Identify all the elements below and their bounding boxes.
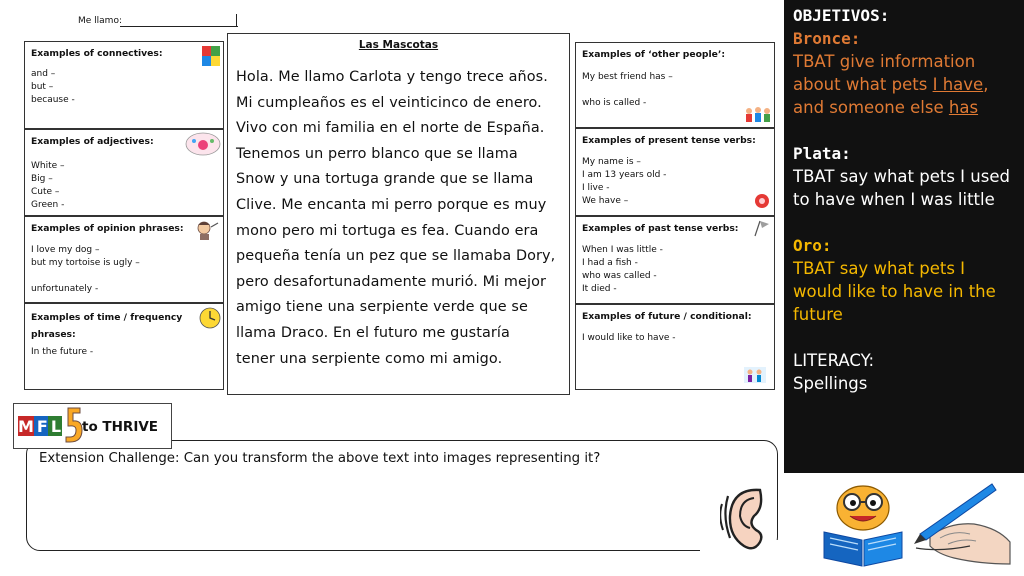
children-icon [744, 367, 766, 383]
objectives-panel [784, 0, 1024, 473]
name-write-line [120, 26, 238, 27]
adjectives-line: White – [31, 161, 65, 171]
other-people-line [582, 84, 768, 97]
other-people-line: My best friend has – [582, 72, 673, 82]
puzzle-icon [201, 45, 221, 67]
literacy-text: Spellings [793, 374, 868, 393]
adjectives-line: Green - [31, 200, 65, 210]
past-tense-box [575, 216, 775, 304]
past-tense-line: When I was little - [582, 245, 663, 255]
opinion-line: unfortunately - [31, 284, 99, 294]
name-line-tick [236, 14, 237, 27]
silver-objective: TBAT say what pets I used to have when I was little [793, 167, 1010, 209]
writing-hand-icon [910, 478, 1014, 566]
story-line: Hola. Me llamo Carlota y tengo trece años. [236, 69, 548, 85]
gold-label: Oro: [793, 236, 832, 255]
present-tense-line: We have – [582, 196, 629, 206]
story-line: mono pero mi tortuga es fea. Cuando era [236, 222, 539, 239]
story-title: Las Mascotas [358, 39, 439, 51]
other-people-line: who is called - [582, 98, 647, 108]
future-conditional-line: I would like to have - [582, 333, 676, 343]
future-conditional-title: Examples of future / conditional: [582, 311, 752, 322]
story-box [227, 33, 570, 395]
objectives-heading: OBJETIVOS: [793, 6, 890, 25]
present-tense-line: I live - [582, 183, 610, 193]
logo-thrive-text: to THRIVE [82, 419, 159, 435]
adjectives-line: Cute – [31, 187, 60, 197]
ear-icon [720, 484, 782, 554]
opinion-line: but my tortoise is ugly – [31, 258, 140, 268]
past-tense-line: I had a fish - [582, 258, 638, 268]
story-line: Clive. Me encanta mi perro porque es muy [236, 196, 547, 213]
adjectives-title: Examples of adjectives: [31, 136, 154, 147]
adjectives-line: Big – [31, 174, 53, 184]
opinion-line [31, 270, 217, 283]
time-frequency-line: In the future - [31, 347, 94, 357]
past-tense-title: Examples of past tense verbs: [582, 223, 739, 234]
story-line: Vivo con mi familia en el norte de España. [236, 120, 545, 137]
connectives-title: Examples of connectives: [31, 48, 163, 59]
present-tense-title: Examples of present tense verbs: [582, 135, 756, 146]
name-label: Me llamo: [78, 16, 122, 26]
mfl-5-to-thrive-logo [13, 403, 172, 449]
connectives-line: but – [31, 82, 54, 92]
opinion-title: Examples of opinion phrases: [31, 223, 184, 234]
story-line: tener una serpiente como mi amigo. [236, 350, 503, 367]
bronze-text-start: TBAT give information about what pets [793, 52, 976, 94]
connectives-line: and – [31, 69, 56, 79]
bronze-underline-i-have: I have [932, 75, 984, 94]
thinking-character-icon [195, 220, 219, 240]
story-line: pero desafortunadamente murió. Mi mejor [236, 273, 547, 290]
other-people-box [575, 42, 775, 128]
present-tense-line: My name is – [582, 157, 641, 167]
present-tense-box [575, 128, 775, 216]
connectives-box [24, 41, 224, 129]
story-line: pequeña tenía un pez que se llamaba Dory, [236, 248, 556, 265]
opinion-line: I love my dog – [31, 245, 100, 255]
people-group-icon [744, 105, 772, 123]
opinion-phrases-box [24, 216, 224, 303]
reading-character-icon [820, 478, 906, 568]
time-frequency-box [24, 303, 224, 390]
bronze-text-mid: , and someone else [793, 75, 989, 117]
silver-label: Plata: [793, 144, 851, 163]
story-line: Snow y una tortuga grande que se llama [236, 171, 534, 188]
adjectives-box [24, 129, 224, 216]
past-tense-line: who was called - [582, 271, 657, 281]
flag-icon [752, 219, 770, 237]
adjectives-poster-icon [185, 132, 221, 156]
extension-challenge-box [26, 440, 778, 551]
connectives-line: because - [31, 95, 75, 105]
story-line: Tenemos un perro blanco que se llama [236, 145, 518, 162]
logo-number-text [69, 408, 70, 409]
bronze-underline-has: has [948, 98, 979, 117]
bronze-label: Bronce: [793, 29, 861, 48]
present-tense-line: I am 13 years old - [582, 170, 667, 180]
gold-objective: TBAT say what pets I would like to have in the future [793, 259, 996, 324]
time-frequency-title: Examples of time / frequency phrases: [31, 312, 183, 340]
bronze-objective [793, 50, 1015, 119]
story-line: llama Draco. En el futuro me gustaría [236, 324, 510, 341]
clock-icon [199, 307, 221, 329]
other-people-title: Examples of ‘other people’: [582, 49, 726, 60]
story-line: Mi cumpleaños es el veinticinco de enero. [236, 94, 542, 111]
story-line: amigo tiene una serpiente verde que se [236, 299, 528, 316]
extension-challenge-text: Extension Challenge: Can you transform the above text into images representing it? [39, 451, 601, 466]
red-badge-icon [754, 193, 770, 209]
story-text [236, 65, 561, 372]
literacy-label: LITERACY: [793, 351, 875, 370]
past-tense-line: It died - [582, 284, 617, 294]
future-conditional-box [575, 304, 775, 390]
logo-mfl-text: MFL [18, 417, 65, 436]
